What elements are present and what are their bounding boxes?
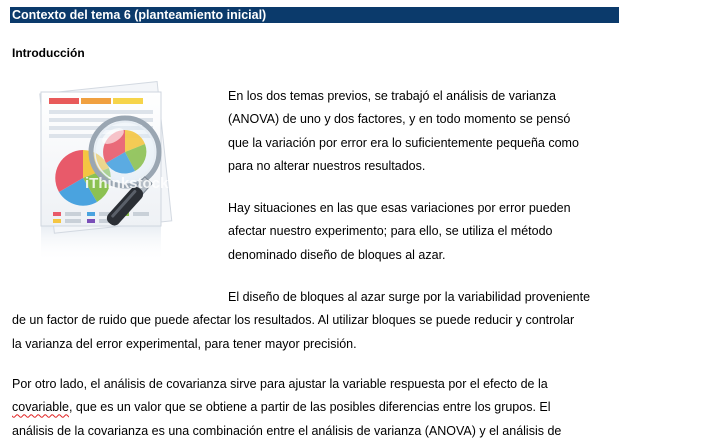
text-line: En los dos temas previos, se trabajó el análisis de varianza (228, 89, 556, 103)
paragraph-anova-intro (228, 85, 579, 178)
spellcheck-word-covariable[interactable]: covariable (12, 400, 69, 415)
section-title-bar (10, 7, 619, 23)
section-title: Contexto del tema 6 (planteamiento inicial) (12, 8, 267, 22)
text-line: afectar nuestro experimento; para ello, se utiliza el método (228, 224, 553, 239)
paragraph-covariance (12, 373, 561, 443)
text-line (12, 396, 561, 419)
text-line: Hay situaciones en las que esas variaciones por error pueden (228, 201, 571, 215)
text-line-content: , que es un valor que se obtiene a partir de las posibles diferencias entre los grupos. El (68, 400, 551, 415)
text-line: la varianza del error experimental, para tener mayor precisión. (12, 336, 357, 351)
intro-heading: Introducción (12, 46, 85, 60)
text-line: de un factor de ruido que puede afectar los resultados. Al utilizar bloques se puede reducir y controlar (12, 313, 575, 328)
text-line (12, 286, 590, 309)
paragraph-block-design (12, 286, 590, 356)
paragraph-error-variations (228, 197, 571, 267)
text-line: que la variación por error era lo suficientemente pequeña como (228, 135, 579, 150)
text-line: denominado diseño de bloques al azar. (228, 247, 446, 262)
text-line-content: El diseño de bloques al azar surge por la variabilidad proveniente (228, 290, 591, 304)
text-line: (ANOVA) de uno y dos factores, y en todo momento se pensó (228, 112, 571, 127)
text-line: análisis de la covarianza es una combinación entre el análisis de varianza (ANOVA) y el análisis de (12, 423, 562, 438)
watermark-text: iThinkstock (85, 175, 169, 192)
text-line: Por otro lado, el análisis de covarianza sirve para ajustar la variable respuesta por el efecto de la (12, 377, 548, 391)
chart-report-magnifier-icon (25, 80, 215, 265)
text-line: para no alterar nuestros resultados. (228, 158, 426, 173)
